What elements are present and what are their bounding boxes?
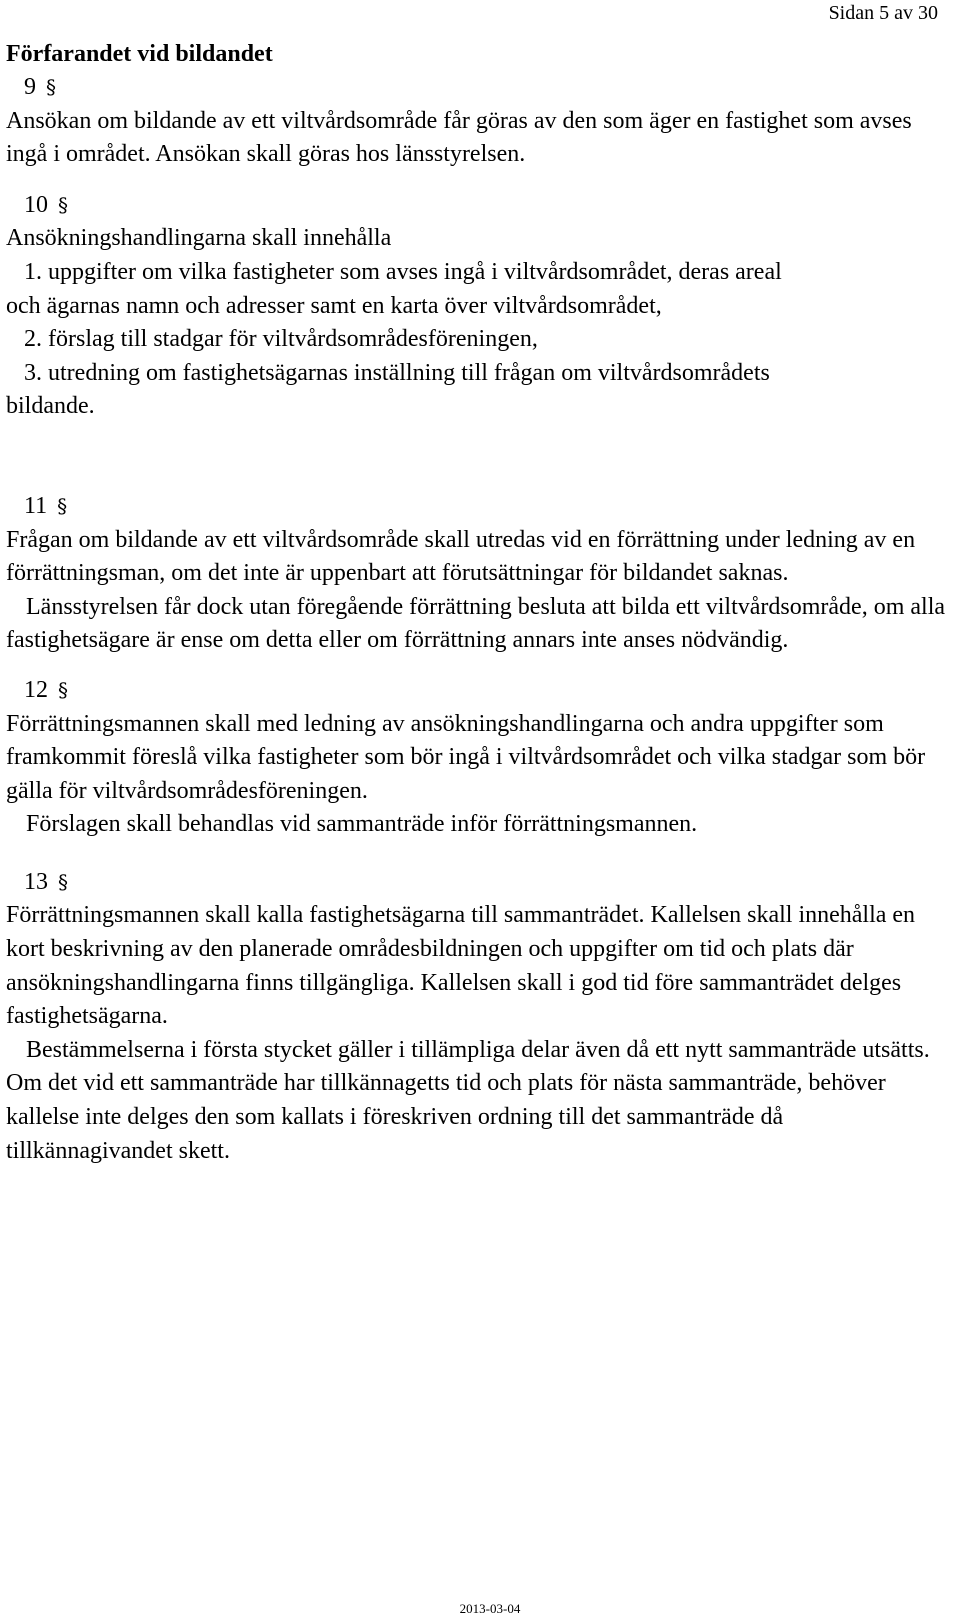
- section-13-paragraph-1: Förrättningsmannen skall kalla fastighetsägarna till sammanträdet. Kallelsen skall innehålla en kort beskrivning av den planerade områdesbildningen och uppgifter om tid och plats där ansökningshandlingarna finns tillgängliga. Kallelsen skall i god tid före sammanträdet delges fastighetsägarna.: [6, 902, 916, 1030]
- section-number: 13: [24, 868, 48, 895]
- section-11-paragraph-1: Frågan om bildande av ett viltvårdsområde skall utredas vid en förrättning under ledning av en förrättningsman, om det inte är uppenbart att förutsättningar för bildandet saknas.: [6, 526, 916, 587]
- section-9-heading: [6, 71, 951, 105]
- section-11-paragraph-2: Länsstyrelsen får dock utan föregående förrättning besluta att bilda ett viltvårdsområde, om alla fastighetsägare är ense om detta eller om förrättning annars inte anses nödvändig.: [6, 593, 946, 654]
- section-number: 9: [24, 74, 36, 100]
- section-10-intro: Ansökningshandlingarna skall innehålla: [6, 225, 392, 252]
- section-number: 12: [24, 676, 48, 703]
- section-symbol: §: [58, 869, 68, 894]
- section-10-heading: [6, 189, 951, 223]
- page-title: Förfarandet vid bildandet: [6, 41, 273, 67]
- section-13-paragraph-2: Bestämmelserna i första stycket gäller i tillämpliga delar även då ett nytt sammanträde utsätts. Om det vid ett sammanträde har tillkännagetts tid och plats för nästa sammanträde, behöver kallelse inte delges den som kallats i föreskriven ordning till det sammanträde då tillkännagivandet skett.: [6, 1036, 930, 1164]
- section-symbol: §: [58, 192, 68, 217]
- section-12-heading: [6, 674, 951, 708]
- section-9-paragraph-1: Ansökan om bildande av ett viltvårdsområde får göras av den som äger en fastighet som avses ingå i området. Ansökan skall göras hos länsstyrelsen.: [6, 107, 912, 168]
- footer-date: 2013-03-04: [459, 1601, 521, 1616]
- section-symbol: §: [57, 493, 68, 518]
- document-body: [6, 38, 951, 1168]
- section-symbol: §: [58, 677, 68, 702]
- list-item-3-continued: bildande.: [6, 393, 95, 420]
- section-symbol: §: [46, 75, 56, 99]
- section-number: 11: [24, 492, 48, 519]
- section-12-paragraph-2: Förslagen skall behandlas vid sammanträde inför förrättningsmannen.: [26, 811, 698, 838]
- list-item-2: 2. förslag till stadgar för viltvårdsområdesföreningen,: [24, 326, 538, 353]
- section-11-heading: [6, 490, 951, 524]
- list-item-3: 3. utredning om fastighetsägarnas inställning till frågan om viltvårdsområdets: [24, 359, 770, 386]
- list-item-1: 1. uppgifter om vilka fastigheter som avses ingå i viltvårdsområdet, deras areal: [24, 258, 782, 285]
- list-item-1-continued: och ägarnas namn och adresser samt en karta över viltvårdsområdet,: [6, 292, 662, 319]
- section-12-paragraph-1: Förrättningsmannen skall med ledning av ansökningshandlingarna och andra uppgifter som framkommit föreslå vilka fastigheter som bör ingå i viltvårdsområdet och vilka stadgar som bör gälla för viltvårdsområdesföreningen.: [6, 710, 926, 804]
- page-number: Sidan 5 av 30: [828, 2, 938, 24]
- section-13-heading: [6, 866, 951, 900]
- section-number: 10: [24, 191, 48, 218]
